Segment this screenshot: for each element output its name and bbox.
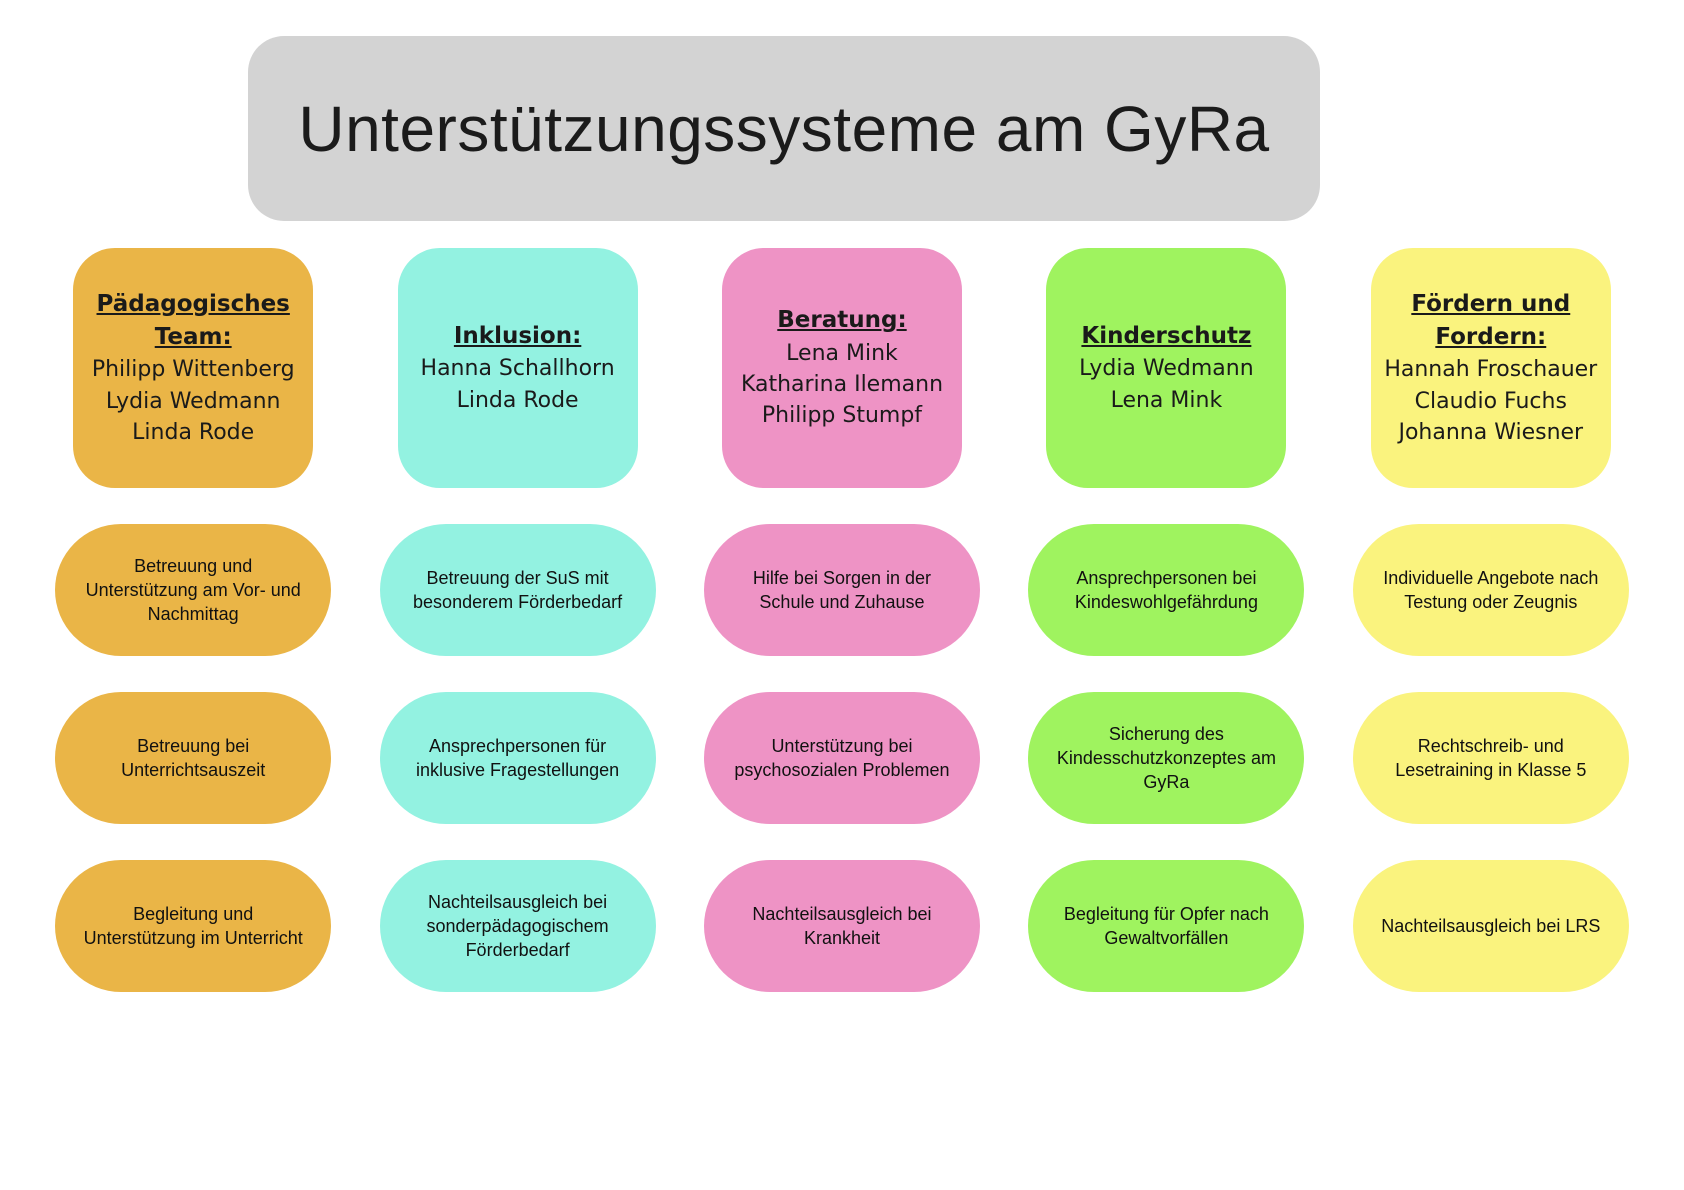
column-foerdern-und-fordern bbox=[1346, 248, 1636, 992]
header-beratung bbox=[722, 248, 962, 488]
header-title: Beratung: bbox=[777, 307, 907, 334]
header-kinderschutz bbox=[1046, 248, 1286, 488]
item-pill: Betreuung bei Unterrichtsauszeit bbox=[55, 692, 331, 824]
member-name: Philipp Stumpf bbox=[761, 403, 923, 429]
member-name: Lydia Wedmann bbox=[1079, 356, 1254, 382]
item-pill: Individuelle Angebote nach Testung oder Zeugnis bbox=[1353, 524, 1629, 656]
item-pill: Begleitung und Unterstützung im Unterricht bbox=[55, 860, 331, 992]
item-pill: Hilfe bei Sorgen in der Schule und Zuhause bbox=[704, 524, 980, 656]
item-pill: Sicherung des Kindesschutzkonzeptes am GyRa bbox=[1028, 692, 1304, 824]
page-title: Unterstützungssysteme am GyRa bbox=[298, 92, 1270, 165]
item-pill: Begleitung für Opfer nach Gewaltvorfällen bbox=[1028, 860, 1304, 992]
item-pill: Betreuung und Unterstützung am Vor- und Nachmittag bbox=[55, 524, 331, 656]
member-name: Hanna Schallhorn bbox=[420, 356, 615, 382]
member-name: Claudio Fuchs bbox=[1414, 388, 1567, 414]
header-paedagogisches-team bbox=[73, 248, 313, 488]
member-name: Johanna Wiesner bbox=[1398, 419, 1584, 445]
member-name: Lena Mink bbox=[786, 340, 898, 366]
header-foerdern-und-fordern bbox=[1371, 248, 1611, 488]
member-name: Lydia Wedmann bbox=[105, 388, 281, 414]
member-name: Hannah Froschauer bbox=[1384, 357, 1598, 383]
header-title: Fördern und Fordern: bbox=[1411, 290, 1571, 351]
item-pill: Betreuung der SuS mit besonderem Förderbedarf bbox=[380, 524, 656, 656]
item-pill: Nachteilsausgleich bei Krankheit bbox=[704, 860, 980, 992]
item-pill: Unterstützung bei psychosozialen Problemen bbox=[704, 692, 980, 824]
column-beratung bbox=[697, 248, 987, 992]
header-title: Inklusion: bbox=[453, 323, 582, 350]
item-pill: Ansprechpersonen bei Kindeswohlgefährdung bbox=[1028, 524, 1304, 656]
item-pill: Ansprechpersonen für inklusive Fragestellungen bbox=[380, 692, 656, 824]
header-inklusion bbox=[398, 248, 638, 488]
header-title: Pädagogisches Team: bbox=[96, 290, 290, 351]
member-name: Linda Rode bbox=[132, 419, 255, 445]
item-pill: Nachteilsausgleich bei LRS bbox=[1353, 860, 1629, 992]
item-pill: Nachteilsausgleich bei sonderpädagogischem Förderbedarf bbox=[380, 860, 656, 992]
member-name: Katharina Ilemann bbox=[740, 372, 944, 398]
member-name: Lena Mink bbox=[1110, 387, 1223, 413]
item-pill: Rechtschreib- und Lesetraining in Klasse 5 bbox=[1353, 692, 1629, 824]
title-box bbox=[248, 36, 1320, 221]
member-name: Linda Rode bbox=[456, 387, 579, 413]
column-kinderschutz bbox=[1021, 248, 1311, 992]
member-name: Philipp Wittenberg bbox=[91, 357, 295, 383]
header-title: Kinderschutz bbox=[1081, 323, 1252, 350]
columns-grid bbox=[48, 248, 1636, 992]
column-paedagogisches-team bbox=[48, 248, 338, 992]
column-inklusion bbox=[372, 248, 662, 992]
